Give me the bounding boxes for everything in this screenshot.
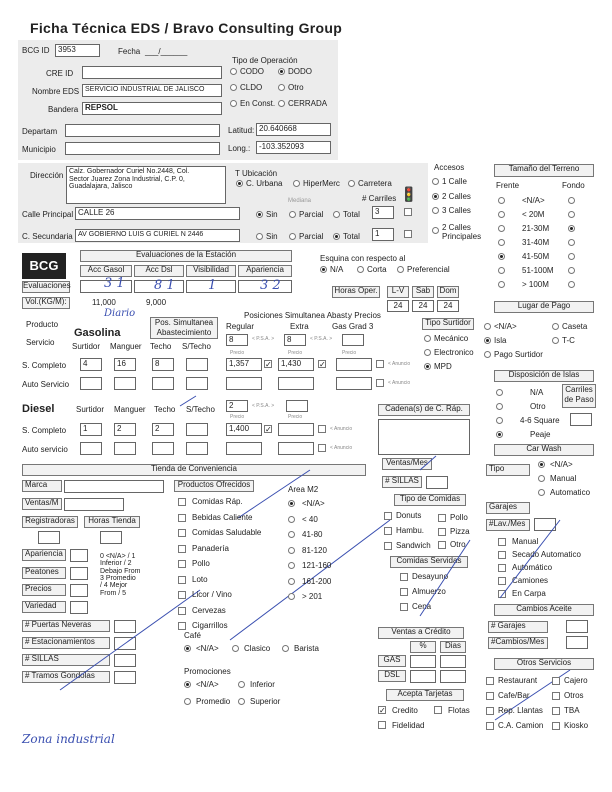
horas-sab-label: Sab	[412, 286, 434, 298]
sillas-label: # SILLAS	[382, 476, 422, 488]
tienda-sillas-label: # SILLAS	[22, 654, 110, 666]
scale-line-2: Inferior / 2	[100, 560, 132, 568]
ventas-credito-title: Ventas a Crédito	[378, 627, 464, 639]
frente-label: Frente	[496, 181, 520, 190]
tarjeta-fidelidad-label: Fidelidad	[392, 721, 425, 730]
estacionamientos-label: # Estacionamientos	[22, 637, 110, 649]
gas-psa-extra: < P.S.A. >	[310, 336, 333, 342]
ubic-urbana-label: C. Urbana	[246, 179, 283, 188]
dsl-auto-anuncio-label: < Anuncio	[330, 445, 353, 451]
marca-label: Marca	[22, 480, 62, 492]
frente-radio[interactable]	[498, 267, 505, 274]
cafe-barista-label: Barista	[294, 644, 319, 653]
disposicion-islas-title: Disposición de Islas	[494, 370, 594, 382]
op-cerrada-label: CERRADA	[288, 99, 328, 108]
terreno-row-label: 41-50M	[522, 252, 550, 261]
producto-label: Comidas Saludable	[192, 528, 262, 537]
producto-label: Comidas Ráp.	[192, 497, 243, 506]
horas-sab-field[interactable]: 24	[412, 300, 434, 312]
direccion-line-2: Sector Juarez Zona Industrial, C.P. 0,	[69, 175, 185, 183]
hw-score-acc-dsl: 8 1	[154, 278, 175, 293]
islas-peaje-label: Peaje	[530, 430, 551, 439]
gasolina-label: Gasolina	[74, 327, 121, 339]
terreno-row-label: <N/A>	[522, 196, 545, 205]
cafe-label: Café	[184, 631, 201, 640]
surtidor-mpd-label: MPD	[434, 362, 452, 371]
frente-radio[interactable]	[498, 225, 505, 232]
cs-total-label: Total	[343, 232, 360, 241]
scale-line-5: / 4 Mejor	[100, 582, 128, 590]
pago-isla-label: Isla	[494, 336, 507, 345]
tramos-label: # Tramos Gondolas	[22, 671, 110, 683]
producto-check[interactable]	[178, 622, 186, 630]
fondo-radio[interactable]	[568, 281, 575, 288]
area-label-option: 41-80	[302, 530, 323, 539]
acceso-1-label: 1 Calle	[442, 177, 467, 186]
comida-donuts-label: Donuts	[396, 511, 422, 520]
accesos-label: Accesos	[434, 163, 465, 172]
otro-servicio-check[interactable]	[552, 677, 560, 685]
mediana-label: Mediana	[288, 198, 312, 204]
gas-price-regular-check[interactable]: ✓	[265, 360, 272, 369]
area-label-option: 121-160	[302, 561, 332, 570]
area-label-option: <N/A>	[302, 499, 325, 508]
gas-col-stecho: S/Techo	[182, 342, 211, 351]
acceso-2p-label: 2 Calles Principales	[442, 223, 482, 241]
acceso-3-label: 3 Calles	[442, 206, 471, 215]
precios-label: y Precios	[348, 311, 381, 320]
otro-servicio-check[interactable]	[552, 692, 560, 700]
producto-label: Loto	[192, 574, 208, 584]
credito-pct-label: %	[410, 641, 436, 653]
hw-score-visibilidad: 1	[208, 278, 217, 293]
op-codo-label: CODO	[240, 67, 264, 76]
pen-stroke-ventas	[420, 456, 436, 470]
page-title: Ficha Técnica EDS / Bravo Consulting Group	[30, 20, 343, 36]
surtidor-mecanico-label: Mecánico	[434, 334, 469, 343]
longitud-field[interactable]: -103.352093	[256, 141, 331, 154]
peatones-label: Peatones	[22, 567, 66, 579]
scale-line-4: 3 Promedio	[100, 575, 136, 583]
dsl-techo-field[interactable]: 2	[152, 423, 174, 436]
precios-tienda-label: Precios	[22, 584, 66, 596]
comidas-servidas-title: Comidas Servidas	[390, 556, 468, 568]
producto-label: Cervezas	[192, 605, 226, 615]
fondo-radio[interactable]	[568, 211, 575, 218]
tipo-surtidor-title: Tipo Surtidor	[422, 318, 474, 330]
producto-label: Panadería	[192, 543, 229, 553]
cp-sin-label: Sin	[266, 210, 278, 219]
cambios-mes-label: #Cambios/Mes	[488, 637, 548, 649]
otro-servicio-label: Restaurant	[498, 676, 538, 685]
horas-tienda-label: Horas Tienda	[84, 516, 140, 528]
otro-servicio-check[interactable]	[552, 707, 560, 715]
vol-dsl-value: 9,000	[146, 298, 167, 307]
bcg-logo: BCG	[22, 253, 66, 279]
horas-dom-field[interactable]: 24	[437, 300, 459, 312]
terreno-row-label: > 100M	[522, 280, 549, 289]
acepta-tarjetas-title: Acepta Tarjetas	[386, 689, 464, 701]
apariencia-label: Apariencia	[22, 549, 66, 561]
gas-price-regular[interactable]: 1,357	[226, 358, 262, 371]
municipio-label: Municipio	[22, 145, 56, 154]
producto-check[interactable]	[178, 514, 186, 522]
producto-check[interactable]	[178, 529, 186, 537]
calle-secundaria-label: C. Secundaria	[22, 232, 73, 241]
hw-score-apariencia: 3 2	[260, 278, 281, 293]
area-label-option: 81-120	[302, 545, 327, 555]
terreno-row-label: 31-40M	[522, 238, 550, 247]
producto-label: Bebidas Caliente	[192, 512, 253, 522]
tipo-operacion-label: Tipo de Operación	[232, 56, 298, 65]
credito-dias-label: Dias	[440, 641, 466, 653]
producto-check[interactable]	[178, 498, 186, 506]
calle-principal-label: Calle Principal	[22, 210, 74, 219]
op-dodo-label: DODO	[288, 67, 312, 76]
dsl-col-techo: Techo	[154, 405, 176, 414]
variedad-label: Variedad	[22, 601, 66, 613]
gas-auto-servicio-label: Auto Servicio	[22, 380, 70, 389]
garajes-label: Garajes	[486, 502, 530, 514]
otro-servicio-label: Rep. Llantas	[498, 706, 543, 715]
gas-pos-regular[interactable]: 8	[226, 334, 248, 346]
pago-caseta-label: Caseta	[562, 322, 588, 331]
ubic-carretera-label: Carretera	[358, 179, 392, 188]
servida-desayuno-label: Desayuno	[412, 572, 449, 581]
ventas-m-label: Ventas/M	[22, 498, 62, 510]
direccion-line-1: Calz. Gobernador Curiel No.2448, Col.	[69, 168, 190, 175]
otro-servicio-label: TBA	[564, 706, 580, 715]
producto-check[interactable]	[178, 560, 186, 568]
frente-radio[interactable]	[498, 281, 505, 288]
producto-label: Cigarrillos	[192, 621, 228, 630]
esquina-na-label: N/A	[330, 265, 344, 274]
tarjeta-credito-label: Credito	[392, 706, 418, 715]
garaje-automatico-label: Automático	[512, 563, 553, 572]
fondo-radio[interactable]	[568, 253, 575, 260]
dsl-precio-extra-label: Precio	[288, 414, 303, 420]
pen-stroke-tienda	[238, 470, 310, 518]
fecha-label: Fecha	[118, 47, 141, 56]
bandera-field[interactable]: REPSOL	[82, 102, 222, 115]
garaje-secado-label: Secado Automatico	[512, 550, 581, 559]
promo-na-label: <N/A>	[196, 680, 219, 689]
promo-superior-label: Superior	[250, 697, 281, 706]
tipo-comidas-title: Tipo de Comidas	[394, 494, 466, 506]
area-radio[interactable]	[288, 531, 295, 538]
cw-na-label: <N/A>	[550, 460, 573, 469]
area-label-option: 161-200	[302, 576, 332, 586]
pos-simult-header: Pos. Simultanea Abastecimiento	[150, 317, 218, 339]
op-otro-label: Otro	[288, 83, 304, 92]
price-col-regular: Regular	[226, 322, 255, 331]
dsl-manguer-field[interactable]: 2	[114, 423, 136, 436]
frente-radio[interactable]	[498, 211, 505, 218]
producto-label: Producto	[26, 320, 59, 329]
area-radio[interactable]	[288, 578, 295, 585]
otro-servicio-label: Kiosko	[564, 721, 589, 730]
servicio-label: Servicio	[26, 338, 55, 347]
eval-col-apariencia: Apariencia	[238, 265, 292, 277]
fondo-radio[interactable]	[568, 239, 575, 246]
cambios-aceite-title: Cambios Aceite	[494, 604, 594, 616]
scale-line-6: From / 5	[100, 589, 127, 597]
area-radio[interactable]	[288, 516, 295, 523]
esquina-corta-label: Corta	[367, 265, 387, 274]
comida-sandwich-label: Sandwich	[396, 541, 431, 550]
vol-gas-value: 11,000	[92, 298, 116, 307]
esquina-pref-label: Preferencial	[407, 265, 450, 274]
fondo-radio[interactable]	[568, 225, 575, 232]
ubicacion-label: T Ubicación	[235, 169, 278, 178]
ventas-mes-label: Ventas/Mes	[382, 458, 432, 470]
otro-servicio-check[interactable]	[486, 677, 494, 685]
islas-otro-label: Otro	[530, 402, 546, 411]
otro-servicio-check[interactable]	[486, 692, 494, 700]
traffic-light-icon: 🚦	[400, 186, 418, 202]
dsl-psa-label: < P.S.A. >	[252, 403, 275, 409]
area-radio[interactable]	[288, 593, 295, 600]
hw-score-acc-gasol: 3 1	[104, 276, 125, 291]
direccion-label: Dirección	[30, 171, 64, 180]
comida-pollo-label: Pollo	[450, 513, 468, 522]
cafe-na-label: <N/A>	[196, 644, 219, 653]
producto-check[interactable]	[178, 545, 186, 553]
carriles-label: # Carriles	[362, 194, 397, 203]
cp-parcial-label: Parcial	[299, 210, 324, 219]
pago-na-label: <N/A>	[494, 322, 517, 331]
car-wash-title: Car Wash	[494, 444, 594, 456]
gas-anuncio-label: < Anuncio	[388, 361, 411, 367]
pen-stroke-diesel	[180, 396, 196, 406]
dsl-precio-label: Precio	[230, 414, 245, 420]
dsl-col-manguer: Manguer	[114, 405, 146, 414]
pago-tc-label: T-C	[562, 336, 575, 345]
cadena-title: Cadena(s) de C. Ráp.	[378, 404, 470, 416]
gas-price-extra[interactable]: 1,430	[278, 358, 314, 371]
lugar-pago-title: Lugar de Pago	[494, 301, 594, 313]
price-col-extra: Extra	[290, 322, 309, 331]
bcg-id-label: BCG ID	[22, 46, 50, 55]
dsl-auto-servicio-label: Auto servicio	[22, 445, 68, 454]
otro-servicio-label: C.A. Camion	[498, 721, 544, 730]
latitud-label: Latitud:	[228, 126, 255, 135]
eval-col-acc-dsl: Acc Dsl	[134, 265, 184, 277]
area-radio[interactable]	[288, 500, 295, 507]
direccion-line-3: Guadalajara, Jalisco	[69, 183, 133, 191]
gas-col-manguer: Manguer	[110, 342, 142, 351]
cafe-clasico-label: Clasico	[244, 644, 271, 653]
frente-radio[interactable]	[498, 197, 505, 204]
terreno-row-label: < 20M	[522, 210, 545, 219]
credito-dsl-label: DSL	[378, 670, 406, 682]
gas-precio-regular-label: Precio	[230, 350, 245, 356]
islas-46-label: 4-6 Square	[520, 416, 560, 425]
dsl-col-surtidor: Surtidor	[76, 405, 105, 414]
frente-radio[interactable]	[498, 253, 505, 260]
dsl-s-completo-label: S. Completo	[22, 426, 67, 435]
fecha-value[interactable]: ___/______	[145, 47, 188, 56]
dsl-price-check[interactable]: ✓	[265, 425, 272, 434]
otro-servicio-check[interactable]	[552, 722, 560, 730]
aceite-garajes-label: # Garajes	[488, 621, 548, 633]
area-radio[interactable]	[288, 562, 295, 569]
islas-na-label: N/A	[530, 388, 544, 397]
horas-lv-field[interactable]: 24	[387, 300, 409, 312]
fondo-label: Fondo	[562, 181, 585, 190]
area-label-option: > 201	[302, 592, 323, 601]
esquina-label: Esquina con respecto al	[320, 254, 406, 263]
cs-parcial-label: Parcial	[299, 232, 324, 241]
departam-label: Departam	[22, 127, 58, 136]
op-enconst-label: En Const.	[240, 99, 276, 108]
cre-id-label: CRE ID	[46, 69, 74, 78]
promo-inferior-label: Inferior	[250, 680, 275, 689]
dsl-col-stecho: S/Techo	[186, 405, 215, 414]
gas-col-surtidor: Surtidor	[72, 342, 101, 351]
tarjeta-flotas-label: Flotas	[448, 706, 470, 715]
bcg-id-field[interactable]: 3953	[55, 44, 100, 57]
calle-principal-field[interactable]: CALLE 26	[75, 207, 240, 220]
cp-total-label: Total	[343, 210, 360, 219]
longitud-label: Long.:	[228, 144, 251, 153]
dsl-surtidor-field[interactable]: 1	[80, 423, 102, 436]
cw-manual-label: Manual	[550, 474, 577, 483]
terreno-row-label: 21-30M	[522, 224, 550, 233]
lav-mes-label: #Lav./Mes	[486, 519, 530, 531]
eval-col-acc-gasol: Acc Gasol	[80, 265, 132, 277]
cs-sin-label: Sin	[266, 232, 278, 241]
terreno-row-label: 51-100M	[522, 266, 554, 275]
tamano-terreno-title: Tamaño del Terreno	[494, 164, 594, 177]
otro-servicio-check[interactable]	[486, 707, 494, 715]
cs-lanes-field[interactable]: 1	[372, 228, 394, 241]
otro-servicio-label: Cafe/Bar	[498, 691, 530, 700]
producto-label: Pollo	[192, 559, 210, 568]
calle-secundaria-field[interactable]: AV GOBIERNO LUIS G CURIEL N 2446	[75, 229, 240, 242]
producto-check[interactable]	[178, 607, 186, 615]
horas-oper-label: Horas Oper.	[332, 286, 380, 298]
gas-techo-field[interactable]: 8	[152, 358, 174, 371]
handwritten-note: Zona industrial	[22, 732, 115, 746]
cw-auto-label: Automatico	[550, 488, 591, 497]
ubic-hipermerc-label: HiperMerc	[303, 179, 340, 188]
gas-precio-extra-label: Precio	[288, 350, 303, 356]
servida-cena-label: Cena	[412, 602, 432, 611]
gas-manguer-field[interactable]: 16	[114, 358, 136, 371]
otro-servicio-label: Otros	[564, 691, 584, 700]
latitud-field[interactable]: 20.640668	[256, 123, 331, 136]
garaje-carpa-label: En Carpa	[512, 589, 546, 598]
garaje-camiones-label: Camiones	[512, 576, 549, 585]
gas-price-extra-check[interactable]: ✓	[319, 360, 326, 369]
tienda-title: Tienda de Conveniencia	[22, 464, 366, 476]
eval-col-visibilidad: Visibilidad	[186, 265, 236, 277]
horas-lv-label: L-V	[387, 286, 409, 298]
productos-ofrecidos-title: Productos Ofrecidos	[174, 480, 254, 492]
evaluaciones-title: Evaluaciones de la Estación	[80, 250, 292, 262]
pen-stroke-tienda-left	[60, 590, 200, 690]
fondo-radio[interactable]	[568, 267, 575, 274]
producto-check[interactable]	[178, 576, 186, 584]
gas-psa-regular: < P.S.A. >	[252, 336, 275, 342]
otros-servicios-title: Otros Servicios	[494, 658, 594, 670]
promociones-label: Promociones	[184, 667, 231, 676]
horas-dom-label: Dom	[437, 286, 459, 298]
posiciones-label: Posiciones Simultanea Abast.	[244, 311, 350, 320]
promo-promedio-label: Promedio	[196, 697, 231, 706]
gas-auto-anuncio-label: < Anuncio	[388, 380, 411, 386]
tarjeta-credito-check[interactable]: ✓	[379, 706, 386, 715]
surtidor-electronico-label: Electronico	[434, 348, 474, 357]
gas-s-completo-label: S. Completo	[22, 361, 67, 370]
dsl-price-field[interactable]: 1,400	[226, 423, 262, 436]
gas-surtidor-field[interactable]: 4	[80, 358, 102, 371]
scale-line-3: Debajo From	[100, 567, 141, 575]
pen-stroke-garajes	[500, 520, 560, 598]
puertas-label: # Puertas Neveras	[22, 620, 110, 632]
dsl-anuncio-label: < Anuncio	[330, 426, 353, 432]
gas-pos-extra[interactable]: 8	[284, 334, 306, 346]
area-label-option: < 40	[302, 514, 318, 524]
nombre-eds-field[interactable]: SERVICIO INDUSTRIAL DE JALISCO	[82, 84, 222, 97]
acceso-2-label: 2 Calles	[442, 192, 471, 201]
comida-otro-label: Otro	[450, 540, 466, 549]
price-col-gas-grad-3: Gas Grad 3	[332, 322, 374, 331]
area-radio[interactable]	[288, 547, 295, 554]
nombre-eds-label: Nombre EDS	[32, 87, 80, 96]
gas-precio-grad3-label: Precio	[342, 350, 357, 356]
garaje-manual-label: Manual	[512, 537, 539, 546]
dsl-pos-field[interactable]: 2	[226, 400, 248, 412]
gas-col-techo: Techo	[150, 342, 172, 351]
cp-lanes-field[interactable]: 3	[372, 206, 394, 219]
evaluaciones-row-label: Evaluaciones	[22, 281, 70, 293]
producto-check[interactable]	[178, 591, 186, 599]
carriles-paso-label: Carriles de Paso	[562, 384, 596, 408]
area-label: Area M2	[288, 485, 319, 494]
car-wash-tipo-label: Tipo	[486, 464, 530, 476]
bandera-label: Bandera	[48, 105, 79, 114]
frente-radio[interactable]	[498, 239, 505, 246]
servida-almuerzo-label: Almuerzo	[412, 587, 446, 596]
pen-stroke-comidas	[420, 540, 470, 616]
otro-servicio-label: Cajero	[564, 676, 588, 685]
comida-pizza-label: Pizza	[450, 527, 470, 536]
credito-gas-label: GAS	[378, 655, 406, 667]
comida-hambu-label: Hambu.	[396, 526, 425, 535]
pago-surtidor-label: Pago Surtidor	[494, 350, 543, 359]
otro-servicio-check[interactable]	[486, 722, 494, 730]
fondo-radio[interactable]	[568, 197, 575, 204]
hw-diaria: Diario	[104, 308, 136, 319]
scale-line-1: 0 <N/A> / 1	[100, 553, 136, 560]
vol-label: Vol.(KG/M):	[22, 297, 70, 309]
op-cldo-label: CLDO	[240, 83, 263, 92]
registradoras-label: Registradoras	[22, 516, 78, 528]
producto-label: Licor / Vino	[192, 590, 232, 599]
diesel-label: Diesel	[22, 403, 55, 415]
